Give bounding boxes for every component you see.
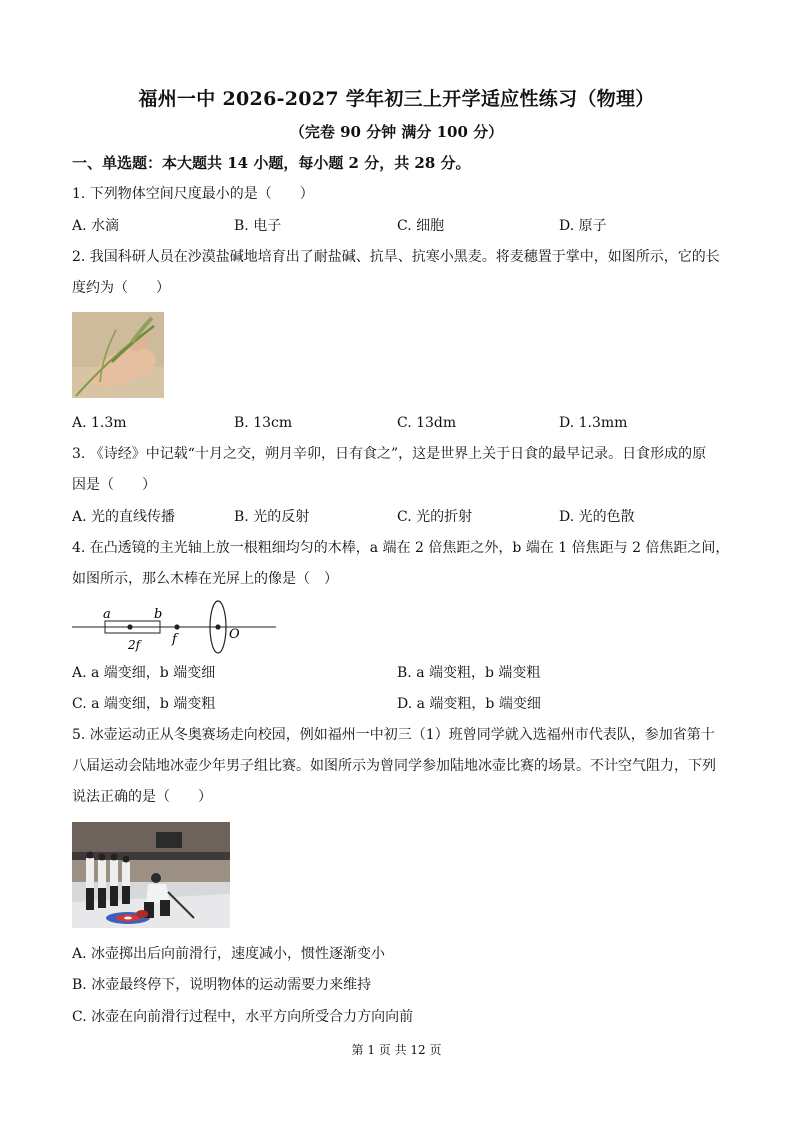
label-f: f — [172, 632, 177, 647]
label-b: b — [154, 607, 163, 622]
q1-option-b: B. 电子 — [234, 218, 282, 234]
q3-option-a: A. 光的直线传播 — [72, 509, 176, 525]
question-2-stem-line-1: 2. 我国科研人员在沙漠盐碱地培育出了耐盐碱、抗旱、抗寒小黑麦。将麦穗置于掌中，如图所示，它的长 — [72, 249, 720, 265]
wheat-in-hand-photo — [72, 312, 164, 398]
page-title: 福州一中 2026-2027 学年初三上开学适应性练习（物理） — [138, 88, 655, 110]
question-5-stem-line-1: 5. 冰壶运动正从冬奥赛场走向校园，例如福州一中初三（1）班曾同学就入选福州市代表队，参加省第十 — [72, 727, 715, 743]
q3-option-c: C. 光的折射 — [397, 509, 473, 525]
page-footer: 第 1 页 共 12 页 — [351, 1043, 442, 1057]
q4-option-a: A. a 端变细，b 端变细 — [72, 665, 216, 681]
q3-option-b: B. 光的反射 — [234, 509, 310, 525]
question-5-stem-line-3: 说法正确的是（ ） — [72, 789, 212, 805]
q1-option-c: C. 细胞 — [397, 218, 445, 234]
q5-option-c: C. 冰壶在向前滑行过程中，水平方向所受合力方向向前 — [72, 1009, 414, 1025]
question-3-stem-line-2: 因是（ ） — [72, 477, 156, 493]
q3-option-d: D. 光的色散 — [559, 509, 635, 525]
label-a: a — [103, 607, 111, 622]
section-heading: 一、单选题：本大题共 14 小题，每小题 2 分，共 28 分。 — [72, 154, 471, 172]
label-o: O — [229, 627, 240, 642]
question-5-stem-line-2: 八届运动会陆地冰壶少年男子组比赛。如图所示为曾同学参加陆地冰壶比赛的场景。不计空气阻力，下列 — [72, 758, 716, 774]
q2-option-d: D. 1.3mm — [559, 415, 628, 431]
q4-option-d: D. a 端变粗，b 端变细 — [397, 696, 541, 712]
q2-option-b: B. 13cm — [234, 415, 293, 431]
question-3-stem-line-1: 3. 《诗经》中记载“十月之交，朔月辛卯，日有食之”，这是世界上关于日食的最早记录。日食形成的原 — [72, 446, 707, 462]
q1-option-a: A. 水滴 — [72, 218, 120, 234]
label-2f: 2f — [128, 638, 141, 652]
point-2f — [127, 624, 132, 629]
q5-option-a: A. 冰壶掷出后向前滑行，速度减小，惯性逐渐变小 — [72, 946, 386, 962]
exam-info: （完卷 90 分钟 满分 100 分） — [289, 123, 504, 141]
q1-option-d: D. 原子 — [559, 218, 607, 234]
question-4-stem-line-2: 如图所示，那么木棒在光屏上的像是（ ） — [72, 571, 338, 587]
q2-option-c: C. 13dm — [397, 415, 457, 431]
q5-option-b: B. 冰壶最终停下，说明物体的运动需要力来维持 — [72, 977, 372, 993]
q4-option-c: C. a 端变细，b 端变粗 — [72, 696, 216, 712]
optical-center — [215, 624, 220, 629]
q2-option-a: A. 1.3m — [72, 415, 127, 431]
convex-lens-diagram — [72, 598, 278, 656]
question-2-stem-line-2: 度约为（ ） — [72, 280, 170, 296]
question-1-stem: 1. 下列物体空间尺度最小的是（ ） — [72, 186, 314, 202]
question-4-stem-line-1: 4. 在凸透镜的主光轴上放一根粗细均匀的木棒，a 端在 2 倍焦距之外，b 端在 1 倍焦距与 2 倍焦距之间， — [72, 540, 730, 556]
point-f — [174, 624, 179, 629]
curling-match-photo — [72, 822, 230, 928]
q4-option-b: B. a 端变粗，b 端变粗 — [397, 665, 541, 681]
